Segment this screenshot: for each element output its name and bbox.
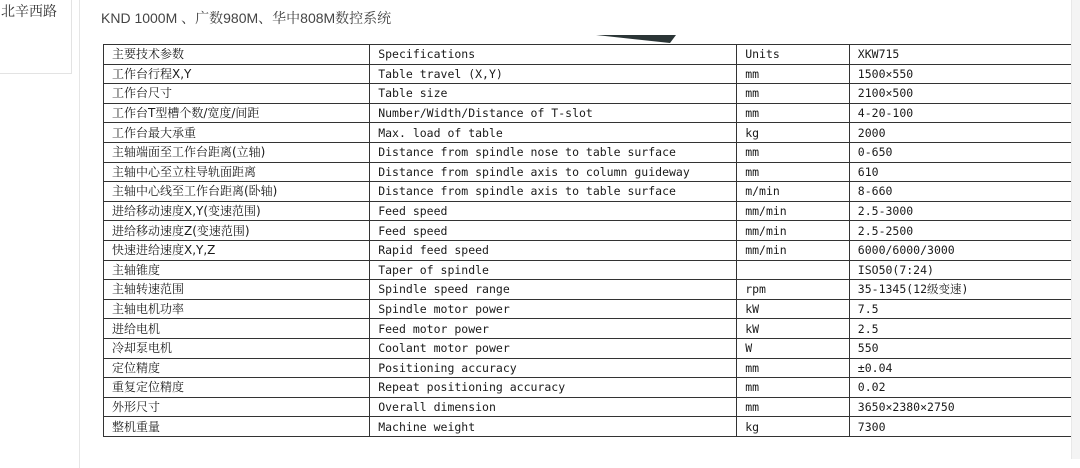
table-row — [104, 64, 1080, 84]
cell-spec: Coolant motor power — [370, 338, 737, 358]
cell-value: 0-650 — [849, 142, 1079, 162]
cell-spec: Spindle motor power — [370, 299, 737, 319]
cell-spec: Max. load of table — [370, 123, 737, 143]
cell-spec: Table size — [370, 84, 737, 104]
header-model: XKW715 — [849, 45, 1079, 65]
spec-table — [103, 44, 1080, 437]
cell-spec: Spindle speed range — [370, 280, 737, 300]
cell-param: 工作台T型槽个数/宽度/间距 — [104, 103, 370, 123]
table-row — [104, 378, 1080, 398]
cell-param: 定位精度 — [104, 358, 370, 378]
cell-param: 整机重量 — [104, 417, 370, 437]
table-row — [104, 201, 1080, 221]
cell-unit: mm — [737, 84, 850, 104]
cell-unit: rpm — [737, 280, 850, 300]
cell-param: 主轴锥度 — [104, 260, 370, 280]
cell-value: ISO50(7:24) — [849, 260, 1079, 280]
cell-unit: mm — [737, 358, 850, 378]
cell-unit: mm — [737, 162, 850, 182]
table-row — [104, 182, 1080, 202]
table-row — [104, 358, 1080, 378]
table-row — [104, 319, 1080, 339]
header-spec: Specifications — [370, 45, 737, 65]
cell-value: 35-1345(12级变速) — [849, 280, 1079, 300]
intro-text: KND 1000M 、广数980M、华中808M数控系统 — [101, 10, 392, 26]
cell-spec: Feed speed — [370, 221, 737, 241]
sidebar-address-card — [0, 0, 72, 74]
cell-param: 工作台最大承重 — [104, 123, 370, 143]
cell-unit: mm — [737, 103, 850, 123]
cell-unit: mm — [737, 378, 850, 398]
cell-spec: Machine weight — [370, 417, 737, 437]
cell-value: 2.5-3000 — [849, 201, 1079, 221]
cell-spec: Repeat positioning accuracy — [370, 378, 737, 398]
cell-unit: mm — [737, 142, 850, 162]
cell-value: 2100×500 — [849, 84, 1079, 104]
cell-value: 6000/6000/3000 — [849, 240, 1079, 260]
table-row — [104, 240, 1080, 260]
cell-param: 重复定位精度 — [104, 378, 370, 398]
cell-value: 1500×550 — [849, 64, 1079, 84]
cell-value: 2000 — [849, 123, 1079, 143]
header-units: Units — [737, 45, 850, 65]
cell-spec: Taper of spindle — [370, 260, 737, 280]
cell-param: 主轴转速范围 — [104, 280, 370, 300]
table-row — [104, 123, 1080, 143]
cell-param: 主轴中心至立柱导轨面距离 — [104, 162, 370, 182]
cell-value: 610 — [849, 162, 1079, 182]
cell-value: ±0.04 — [849, 358, 1079, 378]
table-row — [104, 260, 1080, 280]
cell-spec: Overall dimension — [370, 397, 737, 417]
table-row — [104, 103, 1080, 123]
table-row — [104, 142, 1080, 162]
cell-param: 进给电机 — [104, 319, 370, 339]
cell-spec: Distance from spindle axis to table surface — [370, 182, 737, 202]
cell-spec: Distance from spindle axis to column guideway — [370, 162, 737, 182]
cell-spec: Rapid feed speed — [370, 240, 737, 260]
header-param: 主要技术参数 — [104, 45, 370, 65]
cell-value: 7.5 — [849, 299, 1079, 319]
table-row — [104, 162, 1080, 182]
cell-unit: m/min — [737, 182, 850, 202]
cell-value: 0.02 — [849, 378, 1079, 398]
table-row — [104, 417, 1080, 437]
cell-unit: kW — [737, 319, 850, 339]
cell-value: 8-660 — [849, 182, 1079, 202]
cell-value: 2.5 — [849, 319, 1079, 339]
cell-unit: mm/min — [737, 240, 850, 260]
cell-param: 快速进给速度X,Y,Z — [104, 240, 370, 260]
cell-param: 进给移动速度X,Y(变速范围) — [104, 201, 370, 221]
table-row — [104, 338, 1080, 358]
table-header-row — [104, 45, 1080, 65]
cell-spec: Distance from spindle nose to table surface — [370, 142, 737, 162]
cell-param: 主轴中心线至工作台距离(卧轴) — [104, 182, 370, 202]
cell-spec: Feed motor power — [370, 319, 737, 339]
cell-unit: mm/min — [737, 201, 850, 221]
cell-spec: Positioning accuracy — [370, 358, 737, 378]
cell-unit — [737, 260, 850, 280]
cell-value: 7300 — [849, 417, 1079, 437]
table-row — [104, 221, 1080, 241]
cell-value: 2.5-2500 — [849, 221, 1079, 241]
cell-unit: mm — [737, 397, 850, 417]
cell-unit: mm/min — [737, 221, 850, 241]
cell-param: 进给移动速度Z(变速范围) — [104, 221, 370, 241]
cell-value: 4-20-100 — [849, 103, 1079, 123]
table-row — [104, 84, 1080, 104]
scrollbar-track[interactable] — [1071, 0, 1080, 459]
cell-unit: kg — [737, 417, 850, 437]
cell-value: 3650×2380×2750 — [849, 397, 1079, 417]
table-body — [104, 64, 1080, 436]
cell-value: 550 — [849, 338, 1079, 358]
cell-param: 主轴端面至工作台距离(立轴) — [104, 142, 370, 162]
cell-unit: kg — [737, 123, 850, 143]
cell-param: 外形尺寸 — [104, 397, 370, 417]
table-row — [104, 280, 1080, 300]
cell-spec: Table travel (X,Y) — [370, 64, 737, 84]
cell-param: 工作台行程X,Y — [104, 64, 370, 84]
address-text: 北辛西路 — [1, 4, 57, 20]
cell-param: 冷却泵电机 — [104, 338, 370, 358]
cell-unit: kW — [737, 299, 850, 319]
cell-unit: W — [737, 338, 850, 358]
cell-param: 工作台尺寸 — [104, 84, 370, 104]
table-row — [104, 299, 1080, 319]
cell-spec: Number/Width/Distance of T-slot — [370, 103, 737, 123]
cell-param: 主轴电机功率 — [104, 299, 370, 319]
cell-unit: mm — [737, 64, 850, 84]
cell-spec: Feed speed — [370, 201, 737, 221]
table-row — [104, 397, 1080, 417]
